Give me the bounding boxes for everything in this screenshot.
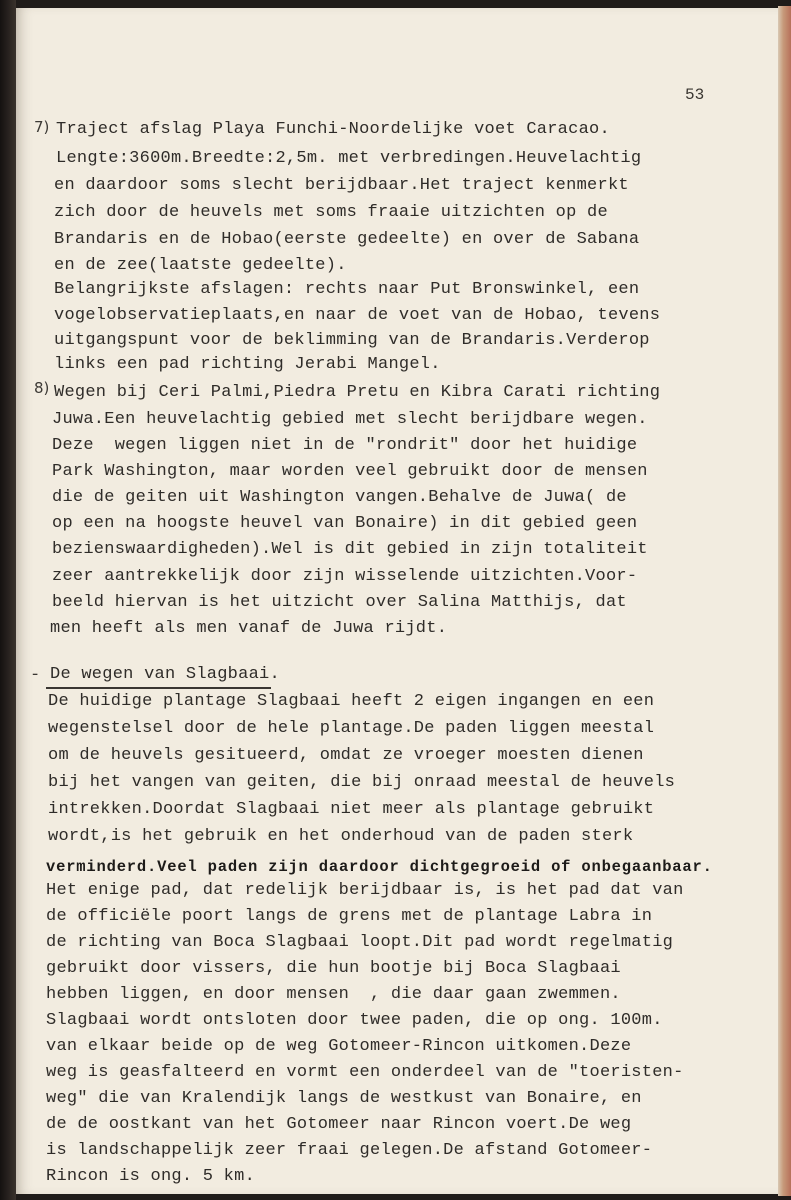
page-edge bbox=[778, 6, 791, 1196]
slagbaai-line: wordt,is het gebruik en het onderhoud van de paden sterk bbox=[48, 827, 634, 846]
section-7-line: links een pad richting Jerabi Mangel. bbox=[54, 355, 441, 374]
slagbaai-line: de richting van Boca Slagbaai loopt.Dit pad wordt regelmatig bbox=[46, 933, 674, 952]
section-8-line: Park Washington, maar worden veel gebruikt door de mensen bbox=[52, 462, 648, 481]
section-8-line: Deze wegen liggen niet in de "rondrit" door het huidige bbox=[52, 436, 638, 455]
heading-underline bbox=[46, 687, 271, 689]
slagbaai-line: van elkaar beide op de weg Gotomeer-Rincon uitkomen.Deze bbox=[46, 1037, 632, 1056]
section-7-line: uitgangspunt voor de beklimming van de Brandaris.Verderop bbox=[54, 331, 650, 350]
heading-marker: - bbox=[30, 666, 41, 685]
section-7-line: Traject afslag Playa Funchi-Noordelijke voet Caracao. bbox=[56, 120, 610, 139]
slagbaai-line: Het enige pad, dat redelijk berijdbaar is, is het pad dat van bbox=[46, 881, 684, 900]
section-8-line: Juwa.Een heuvelachtig gebied met slecht berijdbare wegen. bbox=[52, 410, 648, 429]
page-number: 53 bbox=[685, 86, 705, 104]
section-7-marker: 7) bbox=[34, 118, 50, 136]
slagbaai-line: wegenstelsel door de hele plantage.De paden liggen meestal bbox=[48, 719, 655, 738]
section-8-line: zeer aantrekkelijk door zijn wisselende uitzichten.Voor- bbox=[52, 567, 638, 586]
section-7-line: Lengte:3600m.Breedte:2,5m. met verbredingen.Heuvelachtig bbox=[56, 149, 642, 168]
section-8-line: op een na hoogste heuvel van Bonaire) in dit gebied geen bbox=[52, 514, 638, 533]
slagbaai-line: Slagbaai wordt ontsloten door twee paden, die op ong. 100m. bbox=[46, 1011, 663, 1030]
section-7-line: zich door de heuvels met soms fraaie uitzichten op de bbox=[54, 203, 608, 222]
slagbaai-line: De huidige plantage Slagbaai heeft 2 eigen ingangen en een bbox=[48, 692, 655, 711]
section-8-line: bezienswaardigheden).Wel is dit gebied in zijn totaliteit bbox=[52, 540, 648, 559]
slagbaai-line: intrekken.Doordat Slagbaai niet meer als plantage gebruikt bbox=[48, 800, 655, 819]
slagbaai-line: om de heuvels gesitueerd, omdat ze vroeger moesten dienen bbox=[48, 746, 644, 765]
slagbaai-line: bij het vangen van geiten, die bij onraad meestal de heuvels bbox=[48, 773, 676, 792]
slagbaai-line: weg is geasfalteerd en vormt een onderdeel van de "toeristen- bbox=[46, 1063, 684, 1082]
slagbaai-line: Rincon is ong. 5 km. bbox=[46, 1167, 256, 1186]
section-7-line: Belangrijkste afslagen: rechts naar Put Bronswinkel, een bbox=[54, 280, 640, 299]
section-7-line: Brandaris en de Hobao(eerste gedeelte) en over de Sabana bbox=[54, 230, 640, 249]
emphasized-line: verminderd.Veel paden zijn daardoor dichtgegroeid of onbegaanbaar. bbox=[46, 858, 713, 876]
section-7-line: vogelobservatieplaats,en naar de voet van de Hobao, tevens bbox=[54, 306, 661, 325]
slagbaai-line: gebruikt door vissers, die hun bootje bij Boca Slagbaai bbox=[46, 959, 621, 978]
section-8-line: beeld hiervan is het uitzicht over Salina Matthijs, dat bbox=[52, 593, 627, 612]
section-7-line: en de zee(laatste gedeelte). bbox=[54, 256, 347, 275]
slagbaai-line: weg" die van Kralendijk langs de westkust van Bonaire, en bbox=[46, 1089, 642, 1108]
section-8-line: men heeft als men vanaf de Juwa rijdt. bbox=[50, 619, 448, 638]
slagbaai-line: de officiële poort langs de grens met de plantage Labra in bbox=[46, 907, 653, 926]
slagbaai-line: is landschappelijk zeer fraai gelegen.De afstand Gotomeer- bbox=[46, 1141, 653, 1160]
section-8-marker: 8) bbox=[34, 379, 50, 397]
section-8-line: die de geiten uit Washington vangen.Behalve de Juwa( de bbox=[52, 488, 627, 507]
slagbaai-line: hebben liggen, en door mensen , die daar gaan zwemmen. bbox=[46, 985, 621, 1004]
book-binding bbox=[0, 0, 16, 1200]
section-heading: De wegen van Slagbaai. bbox=[50, 665, 280, 684]
section-7-line: en daardoor soms slecht berijdbaar.Het traject kenmerkt bbox=[54, 176, 629, 195]
slagbaai-line: de de oostkant van het Gotomeer naar Rincon voert.De weg bbox=[46, 1115, 632, 1134]
section-8-line: Wegen bij Ceri Palmi,Piedra Pretu en Kibra Carati richting bbox=[54, 383, 661, 402]
